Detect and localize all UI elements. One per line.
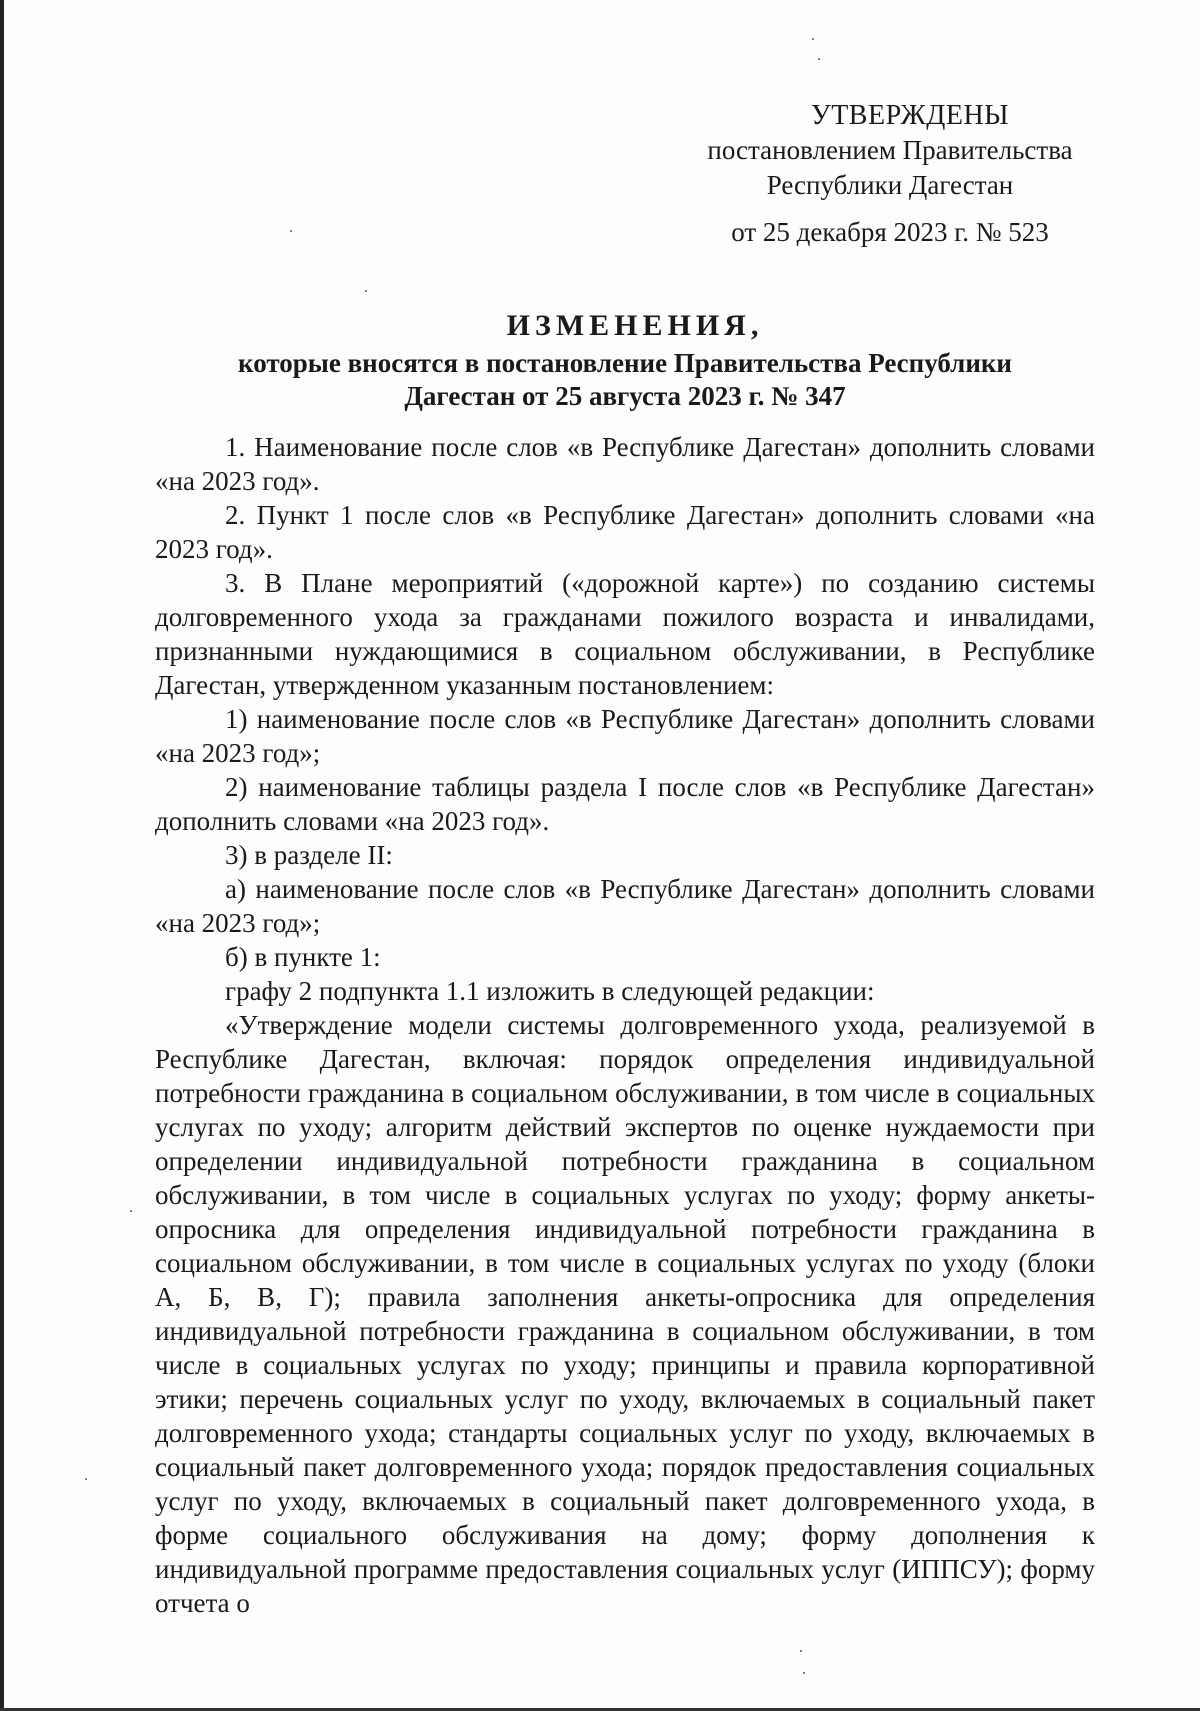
approval-line: постановлением Правительства (707, 135, 1073, 165)
paragraph-item-1: 1. Наименование после слов «в Республике Дагестан» дополнить словами «на 2023 год». (155, 432, 1095, 496)
scan-speck (85, 1478, 87, 1480)
approval-line: Республики Дагестан (766, 170, 1014, 200)
scan-speck (803, 1672, 805, 1674)
paragraph-item-2: 2. Пункт 1 после слов «в Республике Дагестан» дополнить словами «на 2023 год». (155, 500, 1095, 564)
scan-speck (812, 38, 814, 40)
approval-heading: УТВЕРЖДЕНЫ (810, 100, 1010, 131)
scan-speck (818, 58, 820, 60)
document-subtitle (160, 347, 1090, 413)
subparagraph-2: 2) наименование таблицы раздела I после слов «в Республике Дагестан» дополнить словами «на 2023 год». (155, 772, 1095, 836)
scan-edge-line (0, 0, 4, 1711)
scan-speck (130, 1210, 132, 1212)
scan-speck (800, 1650, 802, 1652)
document-title: ИЗМЕНЕНИЯ, (506, 309, 764, 342)
scan-speck (365, 290, 367, 292)
approval-stamp (680, 98, 1100, 250)
subparagraph-1: 1) наименование после слов «в Республике Дагестан» дополнить словами «на 2023 год»; (155, 704, 1095, 768)
scan-speck (290, 230, 292, 232)
document-body (155, 430, 1095, 1620)
amendment-quote: «Утверждение модели системы долговременного ухода, реализуемой в Республике Дагестан, включая: порядок определения индивидуальной потребности гражданина в социальном обслуживании, в том числе в социальных услугах по уходу; алгоритм действий экспертов по оценке нуждаемости при определении индивидуальной потребности гражданина в социальном обслуживании, в том числе в социальных услугах по уходу; форму анкеты-опросника для определения индивидуальной потребности гражданина в социальном обслуживании, в том числе в социальных услугах по уходу (блоки А, Б, В, Г); правила заполнения анкеты-опросника для определения индивидуальной потребности гражданина в социальном обслуживании, в том числе в социальных услугах по уходу; принципы и правила корпоративной этики; перечень социальных услуг по уходу, включаемых в социальный пакет долговременного ухода; стандарты социальных услуг по уходу, включаемых в социальный пакет долговременного ухода; порядок предоставления социальных услуг по уходу, включаемых в социальный пакет долговременного ухода, в форме социального обслуживания на дому; форму дополнения к индивидуальной программе предоставления социальных услуг (ИППСУ); форму отчета о (155, 1010, 1095, 1618)
paragraph-item-3: 3. В Плане мероприятий («дорожной карте») по созданию системы долговременного ухода за гражданами пожилого возраста и инвалидами, признанными нуждающимися в социальном обслуживании, в Республике Дагестан, утвержденном указанным постановлением: (155, 568, 1095, 700)
subparagraph-a: а) наименование после слов «в Республике Дагестан» дополнить словами «на 2023 год»; (155, 874, 1095, 938)
subparagraph-b: б) в пункте 1: (225, 942, 381, 972)
subtitle-line: Дагестан от 25 августа 2023 г. № 347 (404, 381, 846, 411)
amendment-intro: графу 2 подпункта 1.1 изложить в следующей редакции: (225, 976, 875, 1006)
subtitle-line: которые вносятся в постановление Правительства Республики (238, 348, 1012, 378)
document-heading (160, 305, 1090, 413)
subparagraph-3: 3) в разделе II: (225, 840, 393, 870)
approval-date: от 25 декабря 2023 г. № 523 (731, 217, 1049, 247)
